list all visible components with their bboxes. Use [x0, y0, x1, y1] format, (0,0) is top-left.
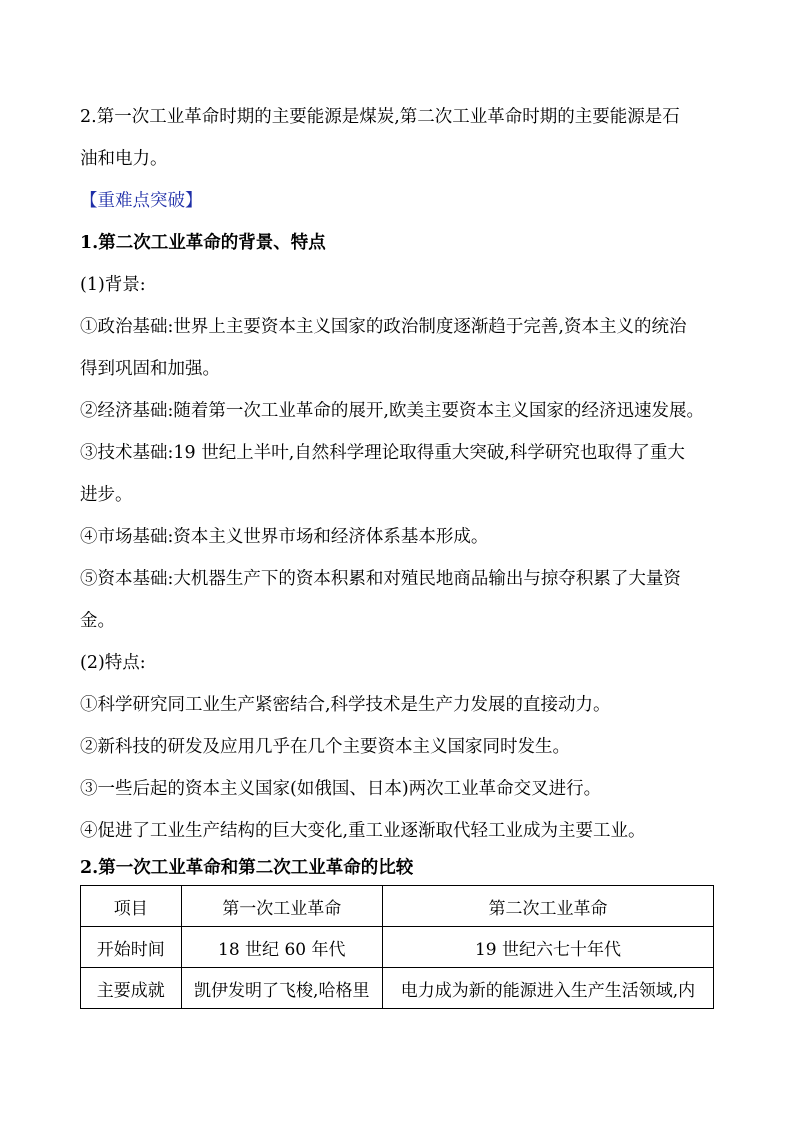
table-header-cell: 项目 — [81, 886, 182, 927]
comparison-table — [80, 885, 714, 1009]
background-item: ④市场基础:资本主义世界市场和经济体系基本形成。 — [80, 527, 489, 547]
heading-background-features: 1.第二次工业革命的背景、特点 — [80, 233, 326, 253]
background-item: ①政治基础:世界上主要资本主义国家的政治制度逐渐趋于完善,资本主义的统治 — [80, 317, 687, 337]
heading-comparison: 2.第一次工业革命和第二次工业革命的比较 — [80, 858, 414, 878]
background-item: ⑤资本基础:大机器生产下的资本积累和对殖民地商品输出与掠夺积累了大量资 — [80, 569, 681, 589]
table-row — [81, 968, 714, 1009]
table-cell: 18 世纪 60 年代 — [181, 927, 382, 968]
background-item: 进步。 — [80, 485, 133, 505]
background-item: 得到巩固和加强。 — [80, 359, 220, 379]
table-header-cell: 第一次工业革命 — [181, 886, 382, 927]
table-cell: 19 世纪六七十年代 — [382, 927, 713, 968]
feature-item: ④促进了工业生产结构的巨大变化,重工业逐渐取代轻工业成为主要工业。 — [80, 821, 646, 841]
intro-line-2: 油和电力。 — [80, 149, 168, 169]
background-item: ②经济基础:随着第一次工业革命的展开,欧美主要资本主义国家的经济迅速发展。 — [80, 401, 704, 421]
background-item: 金。 — [80, 611, 115, 631]
table-cell: 开始时间 — [81, 927, 182, 968]
features-label: (2)特点: — [80, 653, 146, 673]
table-row — [81, 927, 714, 968]
table-cell: 凯伊发明了飞梭,哈格里 — [181, 968, 382, 1009]
table-header-cell: 第二次工业革命 — [382, 886, 713, 927]
feature-item: ③一些后起的资本主义国家(如俄国、日本)两次工业革命交叉进行。 — [80, 779, 602, 799]
table-header-row — [81, 886, 714, 927]
intro-line-1: 2.第一次工业革命时期的主要能源是煤炭,第二次工业革命时期的主要能源是石 — [80, 107, 680, 127]
background-label: (1)背景: — [80, 275, 146, 295]
section-tag: 【重难点突破】 — [80, 191, 203, 211]
table-cell: 电力成为新的能源进入生产生活领域,内 — [382, 968, 713, 1009]
background-item: ③技术基础:19 世纪上半叶,自然科学理论取得重大突破,科学研究也取得了重大 — [80, 443, 685, 463]
feature-item: ②新科技的研发及应用几乎在几个主要资本主义国家同时发生。 — [80, 737, 570, 757]
feature-item: ①科学研究同工业生产紧密结合,科学技术是生产力发展的直接动力。 — [80, 695, 611, 715]
table-cell: 主要成就 — [81, 968, 182, 1009]
